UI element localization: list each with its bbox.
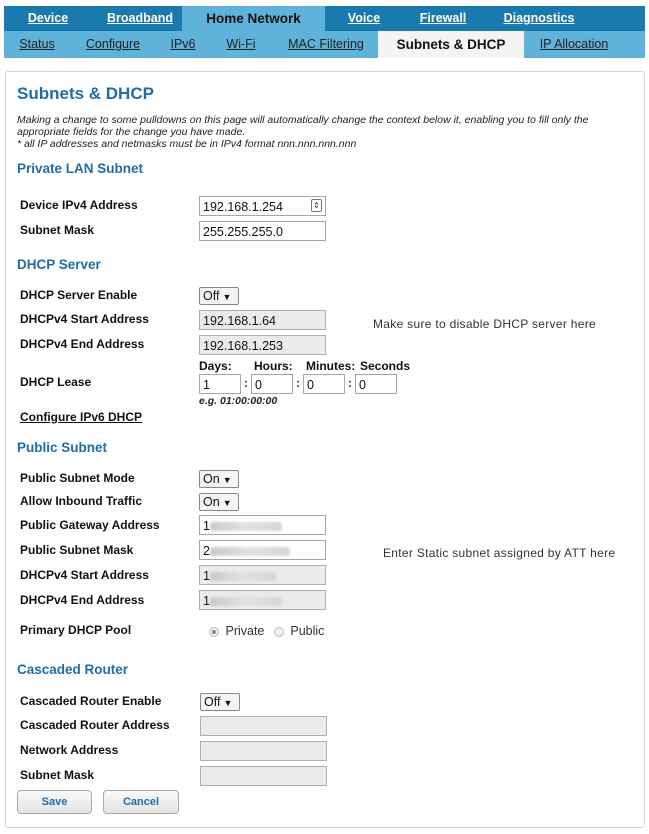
top-nav-diagnostics[interactable]: Diagnostics: [503, 11, 575, 25]
dhcp-hint: Make sure to disable DHCP server here: [373, 317, 596, 331]
subnet-mask-input[interactable]: 255.255.255.0: [199, 221, 326, 241]
pool-private-radio[interactable]: [209, 627, 219, 637]
save-button[interactable]: Save: [17, 790, 92, 814]
sub-nav: [4, 31, 645, 58]
dhcp-end-label: DHCPv4 End Address: [20, 337, 145, 351]
dhcp-pool-radio-group: [209, 624, 324, 638]
lease-days-input[interactable]: 1: [199, 374, 241, 394]
inbound-label: Allow Inbound Traffic: [20, 494, 142, 508]
dhcp-enable-value: Off: [203, 289, 220, 303]
network-address-input[interactable]: [200, 741, 327, 761]
device-ipv4-value: 192.168.1.254: [203, 200, 283, 214]
cascaded-enable-value: Off: [204, 695, 221, 709]
gateway-input[interactable]: [199, 515, 326, 535]
public-start-input[interactable]: [199, 565, 326, 585]
dropdown-arrow-icon: ▼: [222, 498, 232, 508]
lease-example: e.g. 01:00:00:00: [199, 395, 278, 407]
lease-days-header: Days:: [199, 359, 232, 373]
dropdown-arrow-icon: ▼: [223, 698, 233, 708]
dhcp-server-heading: DHCP Server: [17, 257, 101, 272]
dhcp-enable-select[interactable]: [199, 287, 239, 305]
dropdown-arrow-icon: ▼: [222, 475, 232, 485]
cascaded-address-input[interactable]: [200, 716, 327, 736]
lease-hours-header: Hours:: [254, 359, 293, 373]
public-mask-label: Public Subnet Mask: [20, 543, 134, 557]
page-note-line2: appropriate fields for the change you have made.: [17, 126, 246, 138]
cascaded-enable-select[interactable]: [200, 693, 240, 711]
pool-private-label: Private: [225, 624, 265, 638]
public-mask-value: 2: [203, 544, 210, 558]
redacted-text: [210, 597, 282, 606]
top-nav-home-network[interactable]: Home Network: [182, 6, 325, 31]
lease-label: DHCP Lease: [20, 375, 92, 389]
public-mode-label: Public Subnet Mode: [20, 471, 135, 485]
redacted-text: [210, 572, 276, 581]
public-subnet-heading: Public Subnet: [17, 440, 108, 455]
public-start-value: 1: [203, 569, 210, 583]
lease-colon: :: [244, 376, 248, 390]
lease-colon: :: [296, 376, 300, 390]
inbound-select[interactable]: [199, 493, 239, 511]
cascaded-router-heading: Cascaded Router: [17, 662, 129, 677]
dhcp-start-label: DHCPv4 Start Address: [20, 312, 149, 326]
top-nav-voice[interactable]: Voice: [347, 11, 381, 25]
redacted-text: [210, 522, 282, 531]
cascaded-mask-input[interactable]: [200, 766, 327, 786]
public-mode-select[interactable]: [199, 470, 239, 488]
top-nav-broadband[interactable]: Broadband: [107, 11, 173, 25]
redacted-text: [210, 547, 290, 556]
dhcp-pool-label: Primary DHCP Pool: [20, 623, 132, 637]
pool-public-label: Public: [290, 624, 325, 638]
lease-seconds-header: Seconds: [360, 359, 411, 373]
page-note-line3: * all IP addresses and netmasks must be in IPv4 format nnn.nnn.nnn.nnn: [17, 138, 357, 150]
public-subnet-hint: Enter Static subnet assigned by ATT here: [383, 546, 616, 560]
cancel-button[interactable]: Cancel: [103, 790, 179, 814]
lease-hours-input[interactable]: 0: [251, 374, 293, 394]
public-end-input[interactable]: [199, 590, 326, 610]
dhcp-start-input[interactable]: 192.168.1.64: [199, 310, 326, 330]
dhcp-end-input[interactable]: 192.168.1.253: [199, 335, 326, 355]
page-title: Subnets & DHCP: [17, 84, 154, 103]
pool-public-radio[interactable]: [274, 627, 284, 637]
public-start-label: DHCPv4 Start Address: [20, 568, 149, 582]
page-note: [17, 114, 627, 150]
top-nav-device[interactable]: Device: [27, 11, 69, 25]
configure-ipv6-dhcp-link[interactable]: Configure IPv6 DHCP: [20, 410, 143, 424]
cascaded-address-label: Cascaded Router Address: [20, 718, 170, 732]
sub-nav-wifi[interactable]: Wi-Fi: [226, 37, 256, 51]
dhcp-enable-label: DHCP Server Enable: [20, 288, 138, 302]
page-note-line1: Making a change to some pulldowns on this page will automatically change the context below it, enabling you to fill only the: [17, 114, 589, 126]
lease-minutes-header: Minutes:: [306, 359, 356, 373]
subnet-mask-label: Subnet Mask: [20, 223, 95, 237]
sub-nav-configure[interactable]: Configure: [85, 37, 141, 51]
top-nav: [4, 6, 645, 31]
cascaded-enable-label: Cascaded Router Enable: [20, 694, 162, 708]
dropdown-arrow-icon: ▼: [222, 292, 232, 302]
network-address-label: Network Address: [20, 743, 119, 757]
sub-nav-mac-filtering[interactable]: MAC Filtering: [288, 37, 364, 51]
device-ipv4-label: Device IPv4 Address: [20, 198, 138, 212]
content-panel: [5, 71, 645, 828]
sub-nav-ip-allocation[interactable]: IP Allocation: [539, 37, 609, 51]
private-lan-heading: Private LAN Subnet: [17, 161, 144, 176]
gateway-value: 1: [203, 519, 210, 533]
public-mask-input[interactable]: [199, 540, 326, 560]
public-mode-value: On: [203, 472, 220, 486]
sub-nav-status[interactable]: Status: [19, 37, 55, 51]
sub-nav-subnets-dhcp[interactable]: Subnets & DHCP: [378, 31, 524, 58]
autofill-icon[interactable]: ⇕: [311, 199, 322, 212]
top-nav-firewall[interactable]: Firewall: [419, 11, 467, 25]
sub-nav-ipv6[interactable]: IPv6: [170, 37, 196, 51]
device-ipv4-input[interactable]: [199, 196, 326, 216]
gateway-label: Public Gateway Address: [20, 518, 160, 532]
cascaded-mask-label: Subnet Mask: [20, 768, 95, 782]
inbound-value: On: [203, 495, 220, 509]
lease-minutes-input[interactable]: 0: [303, 374, 345, 394]
lease-colon: :: [348, 376, 352, 390]
public-end-label: DHCPv4 End Address: [20, 593, 145, 607]
lease-seconds-input[interactable]: 0: [355, 374, 397, 394]
public-end-value: 1: [203, 594, 210, 608]
